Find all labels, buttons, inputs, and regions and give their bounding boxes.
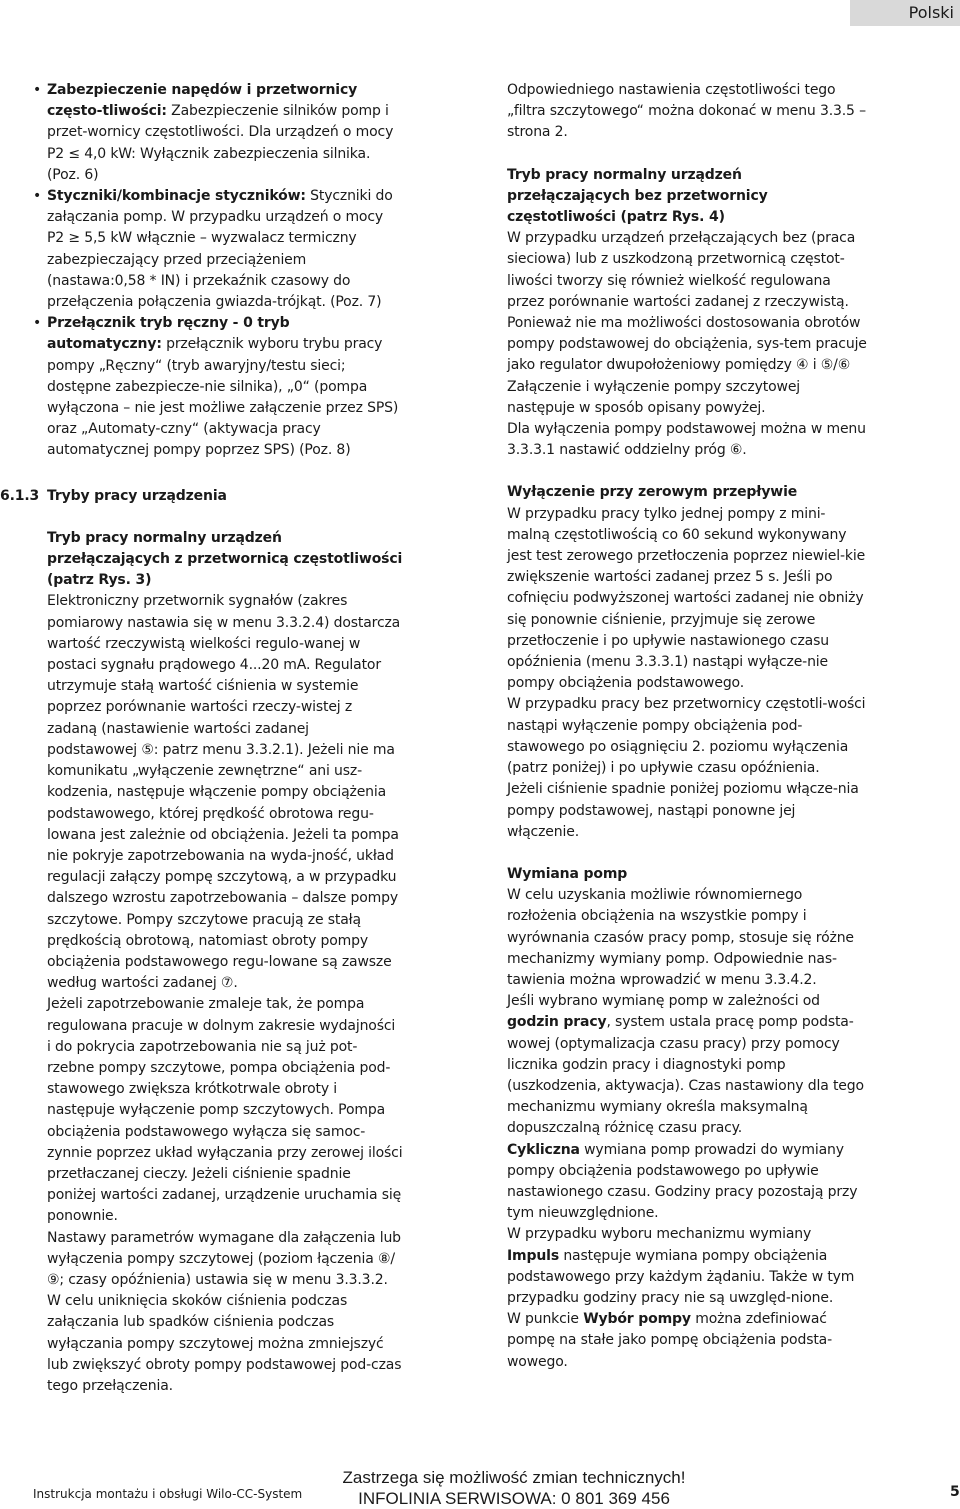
paragraph: Elektroniczny przetwornik sygnałów (zakres pomiarowy nastawia się w menu 3.3.2.4) dostarcza wartość rzeczywistą wielkości regulo-wanej w postaci sygnału prądowego 4...20 mA. Regulator utrzymuje stałą wartość ciśnienia w systemie poprzez porównanie wartości rzeczy-wistej z zadaną (nastawienie wartości zadanej podstawowej ⑤: patrz menu 3.3.2.1). Jeżeli nie ma komunikatu „wyłączenie zewnętrzne“ ani usz-kodzenia, następuje włączenie pompy obciążenia podstawowego, której prędkość obrotowa regu-lowana jest zależnie od obciążenia. Jeżeli ta pompa nie pokryje zapotrzebowania na wyda-jność, układ regulacji załączy pompę szczytową, a w przypadku dalszego wzrostu zapotrzebowania – dalsze pompy szczytowe. Pompy szczytowe pracują ze stałą prędkością obrotową, natomiast obroty pompy obciążenia podstawowego regu-lowane są zawsze według wartości zadanej ⑦. [47,593,401,992]
paragraph: Odpowiedniego nastawienia częstotliwości tego „filtra szczytowego“ można dokonać w menu 3.3.5 – strona 2. [507,82,866,141]
list-item [33,313,403,461]
section-number: 6.1.3 [0,487,40,504]
bullet-title: Przełącznik tryb ręczny - 0 tryb automatyczny: [47,315,290,353]
right-column [507,80,867,1373]
paragraph: W punkcie Wybór pompy można zdefiniować pompę na stałe jako pompę obciążenia podsta-wowego. [507,1311,833,1370]
section-heading [0,486,403,507]
paragraph: W przypadku wyboru mechanizmu wymiany Impuls następuje wymiana pompy obciążenia podstawowego przy każdym żądaniu. Także w tym przypadku godziny pracy nie są uwzględ-nione. [507,1226,855,1306]
subheading: Tryb pracy normalny urządzeń przełączających z przetwornicą częstotliwości (patrz Rys. 3) [47,529,403,589]
footer-manual-title: Instrukcja montażu i obsługi Wilo-CC-System [33,1487,303,1501]
left-column [0,80,403,1397]
bullet-title: Styczniki/kombinacje styczników: [47,188,306,205]
paragraph: Jeśli wybrano wymianę pomp w zależności od godzin pracy, system ustala pracę pomp podsta-wowej (optymalizacja czasu pracy) przy pomocy licznika godzin pracy i diagnostyki pomp (uszkodzenia, aktywacja). Czas nastawiony dla tego mechanizmu wymiany określa maksymalną dopuszczalną różnicę czasu pracy. [507,993,864,1137]
bullet-text: przełącznik wyboru trybu pracy pompy „Ręczny“ (tryb awaryjny/testu sieci; dostępne zabezpiecze-nie silnika), „0“ (pompa wyłączona – nie jest możliwe załączenie przez SPS) oraz „Automaty-czny“ (aktywacja pracy automatycznej pompy poprzez SPS) (Poz. 8) [47,336,399,459]
page-number: 5 [950,1484,960,1500]
paragraph: Załączenie i wyłączenie pompy szczytowej następuje w sposób opisany powyżej. [507,378,801,416]
bullet-text: Styczniki do załączania pomp. W przypadku urządzeń o mocy P2 ≥ 5,5 kW włącznie – wyzwalacz termiczny zabezpieczający przed przeciążeniem (nastawa:0,58 * IN) i przekaźnik czasowy do przełączenia połączenia gwiazda-trójkąt. (Poz. 7) [47,188,393,311]
subheading: Wyłączenie przy zerowym przepływie [507,484,798,501]
paragraph: W celu uniknięcia skoków ciśnienia podczas załączania lub spadków ciśnienia podczas wyłączania pompy szczytowej można zmniejszyć lub zwiększyć obroty pompy podstawowej pod-czas tego przełączenia. [47,1293,402,1394]
section-title: Tryby pracy urządzenia [47,487,227,504]
list-item [33,80,403,186]
language-tab: Polski [850,0,960,26]
bullet-text: Zabezpieczenie silników pomp i przet-wornicy częstotliwości. Dla urządzeń o mocy P2 ≤ 4,0 kW: Wyłącznik zabezpieczenia silnika. (Poz. 6) [47,103,394,183]
bullet-list [33,80,403,462]
paragraph: Nastawy parametrów wymagane dla załączenia lub wyłączenia pompy szczytowej (poziom łączenia ⑧/⑨; czasy opóźnienia) ustawia się w menu 3.3.3.2. [47,1229,401,1288]
paragraph: Jeżeli ciśnienie spadnie poniżej poziomu włącze-nia pompy podstawowej, nastąpi ponowne jej włączenie. [507,781,859,840]
bullet-title: Zabezpieczenie napędów i przetwornicy często-tliwości: [47,82,358,120]
paragraph: W przypadku pracy bez przetwornicy częstotli-wości nastąpi wyłączenie pompy obciążenia pod-stawowego po osiągnięciu 2. poziomu wyłączenia (patrz poniżej) i po upływie czasu opóźnienia. [507,696,866,777]
list-item [33,186,403,313]
paragraph: Dla wyłączenia pompy podstawowej można w menu 3.3.3.1 nastawić oddzielny próg ⑥. [507,421,866,459]
paragraph: Ponieważ nie ma możliwości dostosowania obrotów pompy podstawowej do obciążenia, sys-tem pracuje jako regulator dwupołożeniowy pomiędzy ④ i ⑤/⑥ [507,315,867,374]
footer-notice-line2: INFOLINIA SERWISOWA: 0 801 369 456 [358,1489,670,1508]
subheading: Wymiana pomp [507,865,628,882]
subheading: Tryb pracy normalny urządzeń przełączających bez przetwornicy częstotliwości (patrz Rys. 4) [507,166,768,226]
footer-notice [318,1467,710,1509]
paragraph: W przypadku urządzeń przełączających bez (praca sieciowa) lub z uszkodzoną przetwornicą częstot-liwości tworzy się również wielkość regulowana przez porównanie wartości zadanej z rzeczywistą. [507,230,856,310]
paragraph: W celu uzyskania możliwie równomiernego rozłożenia obciążenia na wszystkie pompy i wyrównania czasów pracy pomp, stosuje się różne mechanizmy wymiany pomp. Odpowiednie nas-tawienia można wprowadzić w menu 3.3.4.2. [507,887,854,988]
paragraph: Jeżeli zapotrzebowanie zmaleje tak, że pompa regulowana pracuje w dolnym zakresie wydajności i do pokrycia zapotrzebowania nie są już pot-rzebne pompy szczytowe, pompa obciążenia pod-stawowego zwiększa krótkotrwale obroty i następuje wyłączenie pomp szczytowych. Pompa obciążenia podstawowego wyłącza się samoc-zynnie poprzez układ wyłączania przy zerowej ilości przetłaczanej cieczy. Jeżeli ciśnienie spadnie poniżej wartości zadanej, urządzenie uruchamia się ponownie. [47,996,403,1225]
paragraph: Cykliczna wymiana pomp prowadzi do wymiany pompy obciążenia podstawowego po upływie nastawionego czasu. Godziny pracy pozostają przy tym nieuwzględnione. [507,1141,858,1222]
footer-notice-line1: Zastrzega się możliwość zmian technicznych! [342,1468,686,1487]
paragraph: W przypadku pracy tylko jednej pompy z mini-malną częstotliwością co 60 sekund wykonywany jest test zerowego przetłoczenia poprzez niewiel-kie zwiększenie wartości zadanej przez 5 s. Jeśli po cofnięciu podwyższonej wartości zadanej nie obniży się ponownie ciśnienie, przyjmuje się zerowe przetłoczenie i po upływie nastawionego czasu opóźnienia (menu 3.3.3.1) nastąpi wyłącze-nie pompy obciążenia podstawowego. [507,505,866,692]
